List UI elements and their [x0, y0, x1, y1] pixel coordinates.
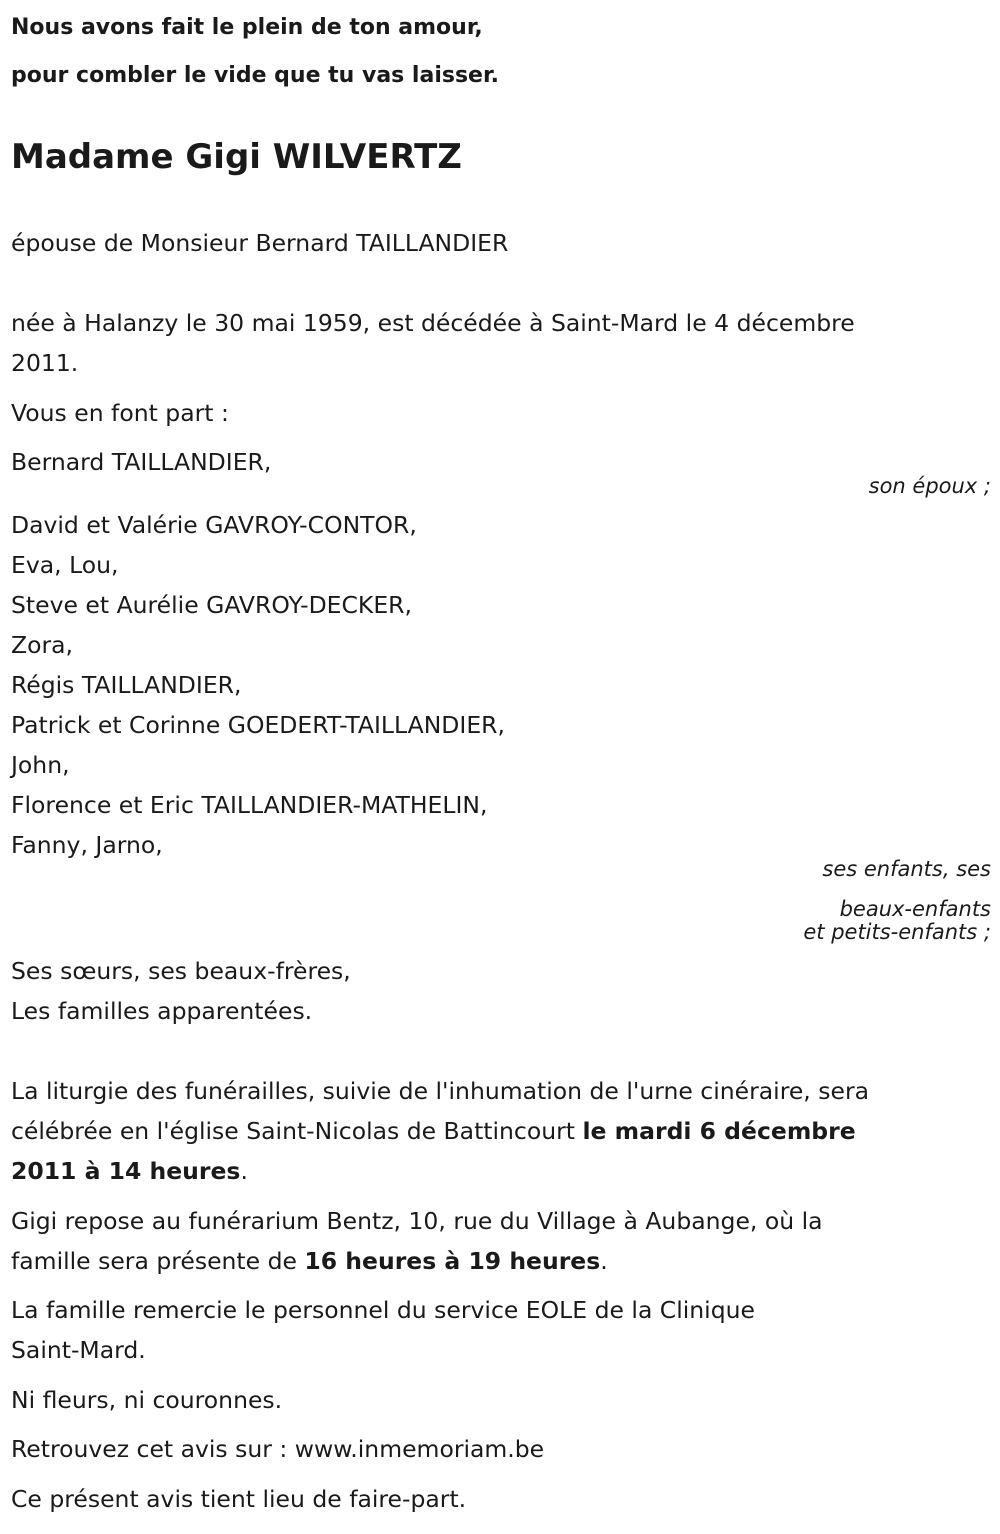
closing-line: Ce présent avis tient lieu de faire-part.: [11, 1485, 467, 1513]
visitation-line-1: Gigi repose au funérarium Bentz, 10, rue du Village à Aubange, où la: [11, 1207, 823, 1235]
visitation-line-2: [11, 1241, 608, 1281]
announce-intro: Vous en font part :: [11, 399, 229, 427]
visitation-period: .: [600, 1247, 608, 1275]
website-line: Retrouvez cet avis sur : www.inmemoriam.be: [11, 1435, 545, 1463]
list-item: Régis TAILLANDIER,: [11, 671, 242, 699]
quote-line-2: pour combler le vide que tu vas laisser.: [11, 63, 500, 88]
deceased-name: Madame Gigi WILVERTZ: [11, 137, 462, 177]
husband-role: son époux ;: [868, 474, 991, 498]
birth-death-line-1: née à Halanzy le 30 mai 1959, est décédée à Saint-Mard le 4 décembre: [11, 309, 855, 337]
quote-line-1: Nous avons fait le plein de ton amour,: [11, 15, 483, 40]
list-item: Patrick et Corinne GOEDERT-TAILLANDIER,: [11, 711, 505, 739]
thanks-line-1: La famille remercie le personnel du service EOLE de la Clinique: [11, 1296, 755, 1324]
list-item: John,: [11, 751, 70, 779]
funeral-text: célébrée en l'église Saint-Nicolas de Battincourt: [11, 1117, 583, 1145]
funeral-line-1: La liturgie des funérailles, suivie de l'inhumation de l'urne cinéraire, sera: [11, 1077, 870, 1105]
children-role-line-2: beaux-enfants: [839, 897, 991, 921]
list-item: Fanny, Jarno,: [11, 831, 163, 859]
list-item: Eva, Lou,: [11, 551, 119, 579]
family-line-1: Ses sœurs, ses beaux-frères,: [11, 957, 351, 985]
husband-name: Bernard TAILLANDIER,: [11, 448, 272, 476]
funeral-period: .: [240, 1157, 248, 1185]
birth-death-line-2: 2011.: [11, 349, 79, 377]
funeral-line-3: [11, 1151, 248, 1191]
list-item: Steve et Aurélie GAVROY-DECKER,: [11, 591, 412, 619]
funeral-date: le mardi 6 décembre: [582, 1117, 856, 1145]
visitation-text: famille sera présente de: [11, 1247, 305, 1275]
spouse-line: épouse de Monsieur Bernard TAILLANDIER: [11, 229, 509, 257]
flowers-line: Ni fleurs, ni couronnes.: [11, 1386, 283, 1414]
funeral-time: 2011 à 14 heures: [11, 1157, 241, 1185]
children-role-line-1: ses enfants, ses: [822, 857, 991, 881]
funeral-line-2: [11, 1111, 856, 1151]
list-item: David et Valérie GAVROY-CONTOR,: [11, 511, 417, 539]
children-role-line-3: et petits-enfants ;: [803, 920, 991, 944]
list-item: Zora,: [11, 631, 74, 659]
list-item: Florence et Eric TAILLANDIER-MATHELIN,: [11, 791, 488, 819]
thanks-line-2: Saint-Mard.: [11, 1336, 146, 1364]
family-line-2: Les familles apparentées.: [11, 997, 313, 1025]
visitation-hours: 16 heures à 19 heures: [304, 1247, 601, 1275]
